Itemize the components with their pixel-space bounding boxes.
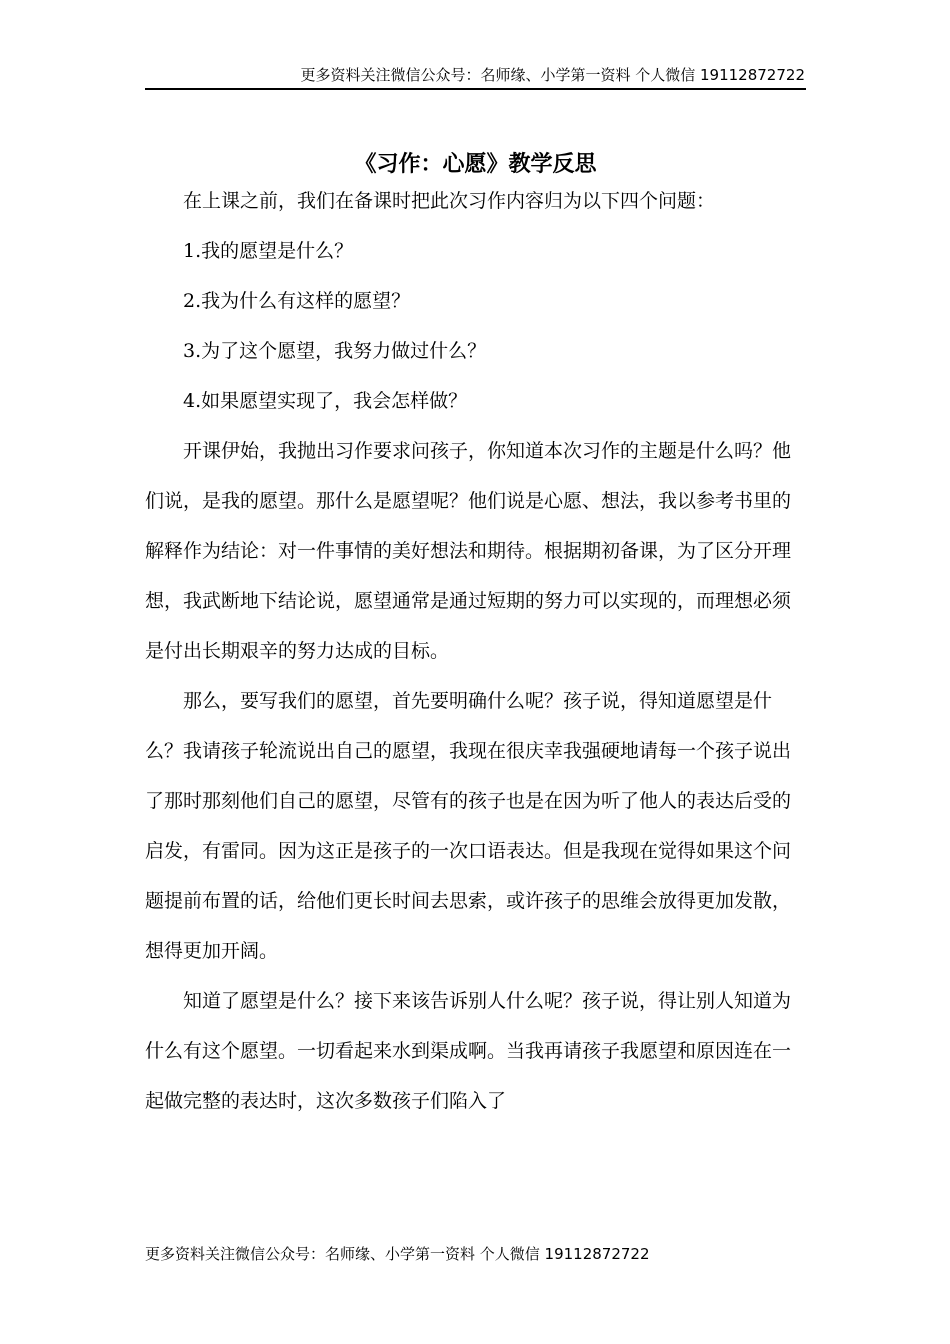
document-title: 《习作：心愿》教学反思: [354, 151, 597, 177]
intro-paragraph: 在上课之前，我们在备课时把此次习作内容归为以下四个问题：: [183, 190, 716, 212]
question-item: 1.我的愿望是什么？: [183, 240, 354, 262]
header-divider: [145, 88, 806, 90]
body-paragraph: 知道了愿望是什么？接下来该告诉别人什么呢？孩子说，得让别人知道为什么有这个愿望。一切看起来水到渠成啊。当我再请孩子我愿望和原因连在一起做完整的表达时，这次多数孩子们陷入了: [145, 990, 792, 1112]
page-footer-promo: 更多资料关注微信公众号：名师缘、小学第一资料 个人微信 19112872722: [145, 1245, 650, 1263]
question-item: 3.为了这个愿望，我努力做过什么？: [183, 340, 487, 362]
page-header-promo: 更多资料关注微信公众号：名师缘、小学第一资料 个人微信 19112872722: [300, 66, 805, 84]
question-item: 4.如果愿望实现了，我会怎样做？: [183, 390, 468, 412]
body-paragraph: 那么，要写我们的愿望，首先要明确什么呢？孩子说，得知道愿望是什么？我请孩子轮流说出自己的愿望，我现在很庆幸我强硬地请每一个孩子说出了那时那刻他们自己的愿望，尽管有的孩子也是在因为听了他人的表达后受的启发，有雷同。因为这正是孩子的一次口语表达。但是我现在觉得如果这个问题提前布置的话，给他们更长时间去思索，或许孩子的思维会放得更加发散，想得更加开阔。: [145, 690, 792, 962]
question-item: 2.我为什么有这样的愿望？: [183, 290, 411, 312]
body-paragraph: 开课伊始，我抛出习作要求问孩子，你知道本次习作的主题是什么吗？他们说，是我的愿望。那什么是愿望呢？他们说是心愿、想法，我以参考书里的解释作为结论：对一件事情的美好想法和期待。根据期初备课，为了区分开理想，我武断地下结论说，愿望通常是通过短期的努力可以实现的，而理想必须是付出长期艰辛的努力达成的目标。: [145, 440, 792, 662]
document-body: [145, 176, 806, 1126]
